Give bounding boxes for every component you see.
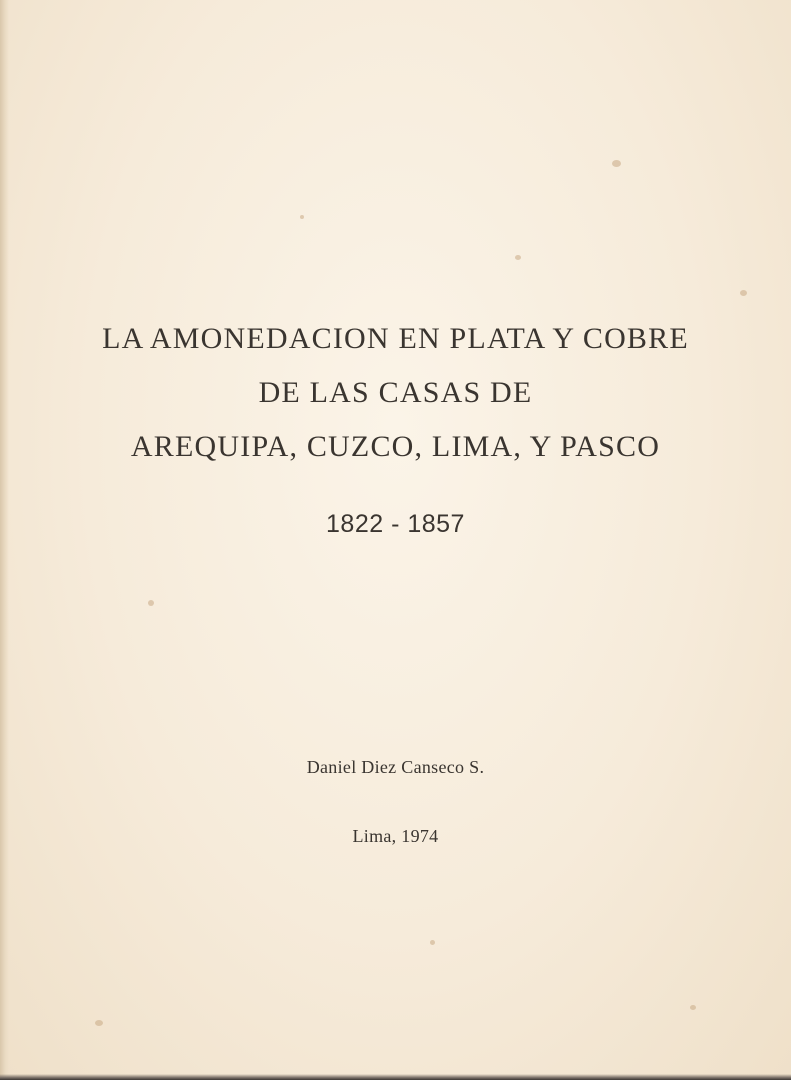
date-range: 1822 - 1857 [326, 510, 465, 538]
author-name: Daniel Diez Canseco S. [306, 757, 485, 777]
paper-speck [430, 940, 435, 945]
publication-place-date: Lima, 1974 [352, 826, 439, 846]
title-line-1: LA AMONEDACION EN PLATA Y COBRE [102, 322, 689, 355]
paper-speck [690, 1005, 696, 1010]
paper-speck [95, 1020, 103, 1026]
paper-speck [300, 215, 304, 219]
title-line-2: DE LAS CASAS DE [258, 376, 533, 409]
paper-speck [740, 290, 747, 296]
page-left-edge [0, 0, 9, 1080]
paper-speck [148, 600, 154, 606]
paper-speck [515, 255, 521, 260]
title-line-3: AREQUIPA, CUZCO, LIMA, Y PASCO [130, 430, 661, 463]
page-bottom-edge [0, 1074, 791, 1080]
paper-speck [612, 160, 621, 167]
